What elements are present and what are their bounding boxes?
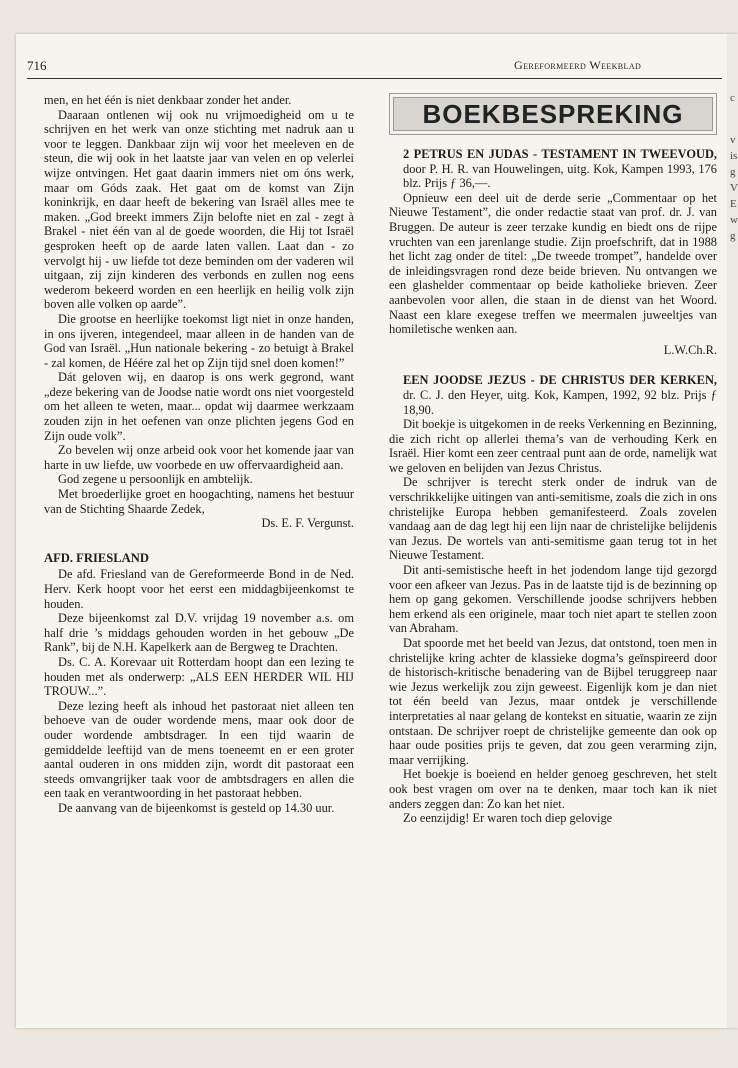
- adjacent-page-letter: w: [730, 214, 738, 226]
- review-citation: dr. C. J. den Heyer, uitg. Kok, Kampen, 1992, 92 blz. Prijs ƒ 18,90.: [403, 387, 717, 417]
- header-rule: [27, 78, 722, 79]
- running-head: Gereformeerd Weekblad: [514, 58, 642, 72]
- letter-paragraph: Daaraan ontlenen wij ook nu vrijmoedigheid om u te schrijven en het werk van onze stichting met nadruk aan u voor te leggen. Dankbaar zijn wij voor het meeleven en de steun, die wij ook in het laatste jaar van velen en op velerlei wijze ontvingen. Het gaat daarin immers niet om óns werk, maar om Góds zaak. Het gaat om de komst van Zijn koninkrijk, en daar heeft de bekering van Israël alles mee te maken. „God breekt immers Zijn belofte niet en zal - zegt à Brakel - niet één van al de goede woorden, die Hij tot Israël gesproken heeft op de aarde laten vallen. Laat dan - zo vervolgt hij - uw liefde tot deze beminden om der vaderen wil uitgaan, zij zijn kinderen des verbonds en zullen nog eens wederom bekeerd worden en een heerlijk en heilig volk zijn boven alle volken op aarde”.: [44, 107, 354, 312]
- letter-paragraph: Met broederlijke groet en hoogachting, namens het bestuur van de Stichting Shaarde Zedek,: [44, 487, 354, 516]
- adjacent-page-letter: v: [730, 134, 736, 146]
- adjacent-page-letter: g: [730, 230, 736, 242]
- review-title: 2 PETRUS EN JUDAS - TESTAMENT IN TWEEVOUD,: [403, 147, 717, 161]
- section-paragraph: Deze lezing heeft als inhoud het pastoraat niet alleen ten behoeve van de ouder wordende mens, maar ook door de ouder wordende ambtsdrager. In een tijd waarin de gemiddelde leeftijd van de mens toeneemt en er een groter aantal ouderen in ons midden zijn, wordt dit pastoraat een steeds omvangrijker taak voor de ambtsdragers en allen die een taak en verantwoording in het pastoraat hebben.: [44, 698, 354, 801]
- section-paragraph: Deze bijeenkomst zal D.V. vrijdag 19 november a.s. om half drie ’s middags gehouden worden in het gebouw „De Rank”, bij de N.H. Kapelkerk aan de Bergweg te Drachten.: [44, 611, 354, 655]
- review-paragraph: Zo eenzijdig! Er waren toch diep gelovige: [403, 811, 613, 826]
- section-paragraph: De aanvang van de bijeenkomst is gesteld op 14.30 uur.: [58, 800, 335, 815]
- review-paragraph: Dit boekje is uitgekomen in de reeks Verkenning en Bezinning, die zich richt op allerlei thema’s van de verhouding Kerk en Israël. Hier komt een zeer centraal punt aan de orde, namelijk wat we geloven en belijden van Jezus Christus.: [389, 417, 717, 475]
- review-initials: L.W.Ch.R.: [663, 342, 717, 357]
- review-paragraph: Het boekje is boeiend en helder genoeg geschreven, het stelt ook best vragen om over na te denken, maar toch kan ik niet anders zeggen dan: Zo kan het niet.: [389, 767, 717, 811]
- adjacent-page-letter: V: [730, 182, 738, 194]
- section-heading: AFD. FRIESLAND: [44, 550, 149, 565]
- section-paragraph: Ds. C. A. Korevaar uit Rotterdam hoopt dan een lezing te houden met als onderwerp: „ALS EEN HERDER WIL HIJ TROUW...”.: [44, 654, 354, 699]
- section-paragraph: De afd. Friesland van de Gereformeerde Bond in de Ned. Herv. Kerk hoopt voor het eerst een middagbijeenkomst te houden.: [44, 567, 354, 611]
- adjacent-page-letter: c: [730, 92, 735, 104]
- review-title: EEN JOODSE JEZUS - DE CHRISTUS DER KERKEN,: [403, 373, 717, 388]
- adjacent-page-letter: is: [730, 150, 738, 162]
- review-paragraph: Dit anti-semistische heeft in het jodendom lange tijd gezorgd voor een afkeer van Jezus. Pas in de laatste tijd is de bezinning op hem op gang gekomen. Verschillende joodse schrijvers hebben hem erkend als een originele, maar toch niet apart te stellen zoon van Abraham.: [389, 563, 717, 636]
- letter-paragraph: God zegene u persoonlijk en ambtelijk.: [58, 472, 253, 487]
- review-paragraph: De schrijver is terecht sterk onder de indruk van de verschrikkelijke uitingen van anti-semitisme, zoals die zich in ons christelijke Europa hebben gemanifesteerd. Zoals zovelen vandaag aan de dag legt hij een lijn naar de christelijke belijdenis van Jezus. De wortels van anti-semitisme gaan terug tot in het Nieuwe Testament.: [389, 475, 717, 563]
- right-column: [389, 93, 717, 826]
- letter-paragraph: Die grootse en heerlijke toekomst ligt niet in onze handen, in ons ijveren, integendeel, maar alleen in de handen van de God van Israël. „Hun nationale bekering - zo betuigt à Brakel - zal komen, de Héére zal het op Zijn tijd snel doen komen!”: [44, 311, 354, 370]
- letter-paragraph: Zo bevelen wij onze arbeid ook voor het komende jaar van harte in uw liefde, uw voorbede en uw offervaardigheid aan.: [44, 443, 354, 472]
- letter-signature: Ds. E. F. Vergunst.: [261, 516, 354, 531]
- adjacent-page-letter: g: [730, 166, 736, 178]
- adjacent-page-letter: E: [730, 198, 737, 210]
- review-heading: [389, 147, 717, 191]
- letter-paragraph: men, en het één is niet denkbaar zonder het ander.: [44, 93, 292, 107]
- review-paragraph: Dat spoorde met het beeld van Jezus, dat ontstond, toen men in christelijke kring achter de klassieke dogma’s geïnspireerd door de historisch-kritische benadering van de Bijbel teruggreep naar wie Jezus werkelijk zou zijn geweest. Eigenlijk kom je dan niet tot één beeld van Jezus, maar ontdek je verschillende interpretaties al naar gelang de kontekst en situatie, waarin ze zijn ontstaan. De schrijver roept de christelijke gemeente dan ook op haar oude posities prijs te geven, dat zou geen verarming zijn, maar verrijking.: [389, 636, 717, 767]
- page-number: 716: [27, 58, 47, 73]
- adjacent-page-edge: [727, 34, 738, 1028]
- review-paragraph: Opnieuw een deel uit de derde serie „Commentaar op het Nieuwe Testament”, die onder redactie staat van prof. dr. J. van Bruggen. De auteur is zeer terzake kundig en biedt ons de rijpe vruchten van een jarenlange studie. Zijn proefschrift, dat in 1988 het licht zag onder de titel: „De tweede trompet”, handelde over de inleidingsvragen rond deze beide brieven. Nu ontvangen we een glashelder commentaar op beide katholieke brieven. Zeer aanbevolen voor allen, die staan in de dienst van het Woord. Naast een klare exegese treffen we meermalen juweeltjes van homiletische wenken aan.: [389, 190, 717, 337]
- letter-paragraph: Dát geloven wij, en daarop is ons werk gegrond, want „deze bekering van de Joodse natie wordt ons niet voorgesteld om het alleen te weten, maar... opdat wij daarmee werkzaam zouden zijn in het oefenen van onze plichten jegens God en Zijn oude volk”.: [44, 370, 354, 443]
- spacer: [389, 357, 717, 373]
- review-citation: door P. H. R. van Houwelingen, uitg. Kok, Kampen 1993, 176 blz. Prijs ƒ 36,—.: [403, 161, 717, 191]
- boekbespreking-banner: [389, 93, 717, 135]
- review-heading: [389, 373, 717, 417]
- banner-title: BOEKBESPREKING: [422, 98, 684, 129]
- left-column: [44, 93, 354, 816]
